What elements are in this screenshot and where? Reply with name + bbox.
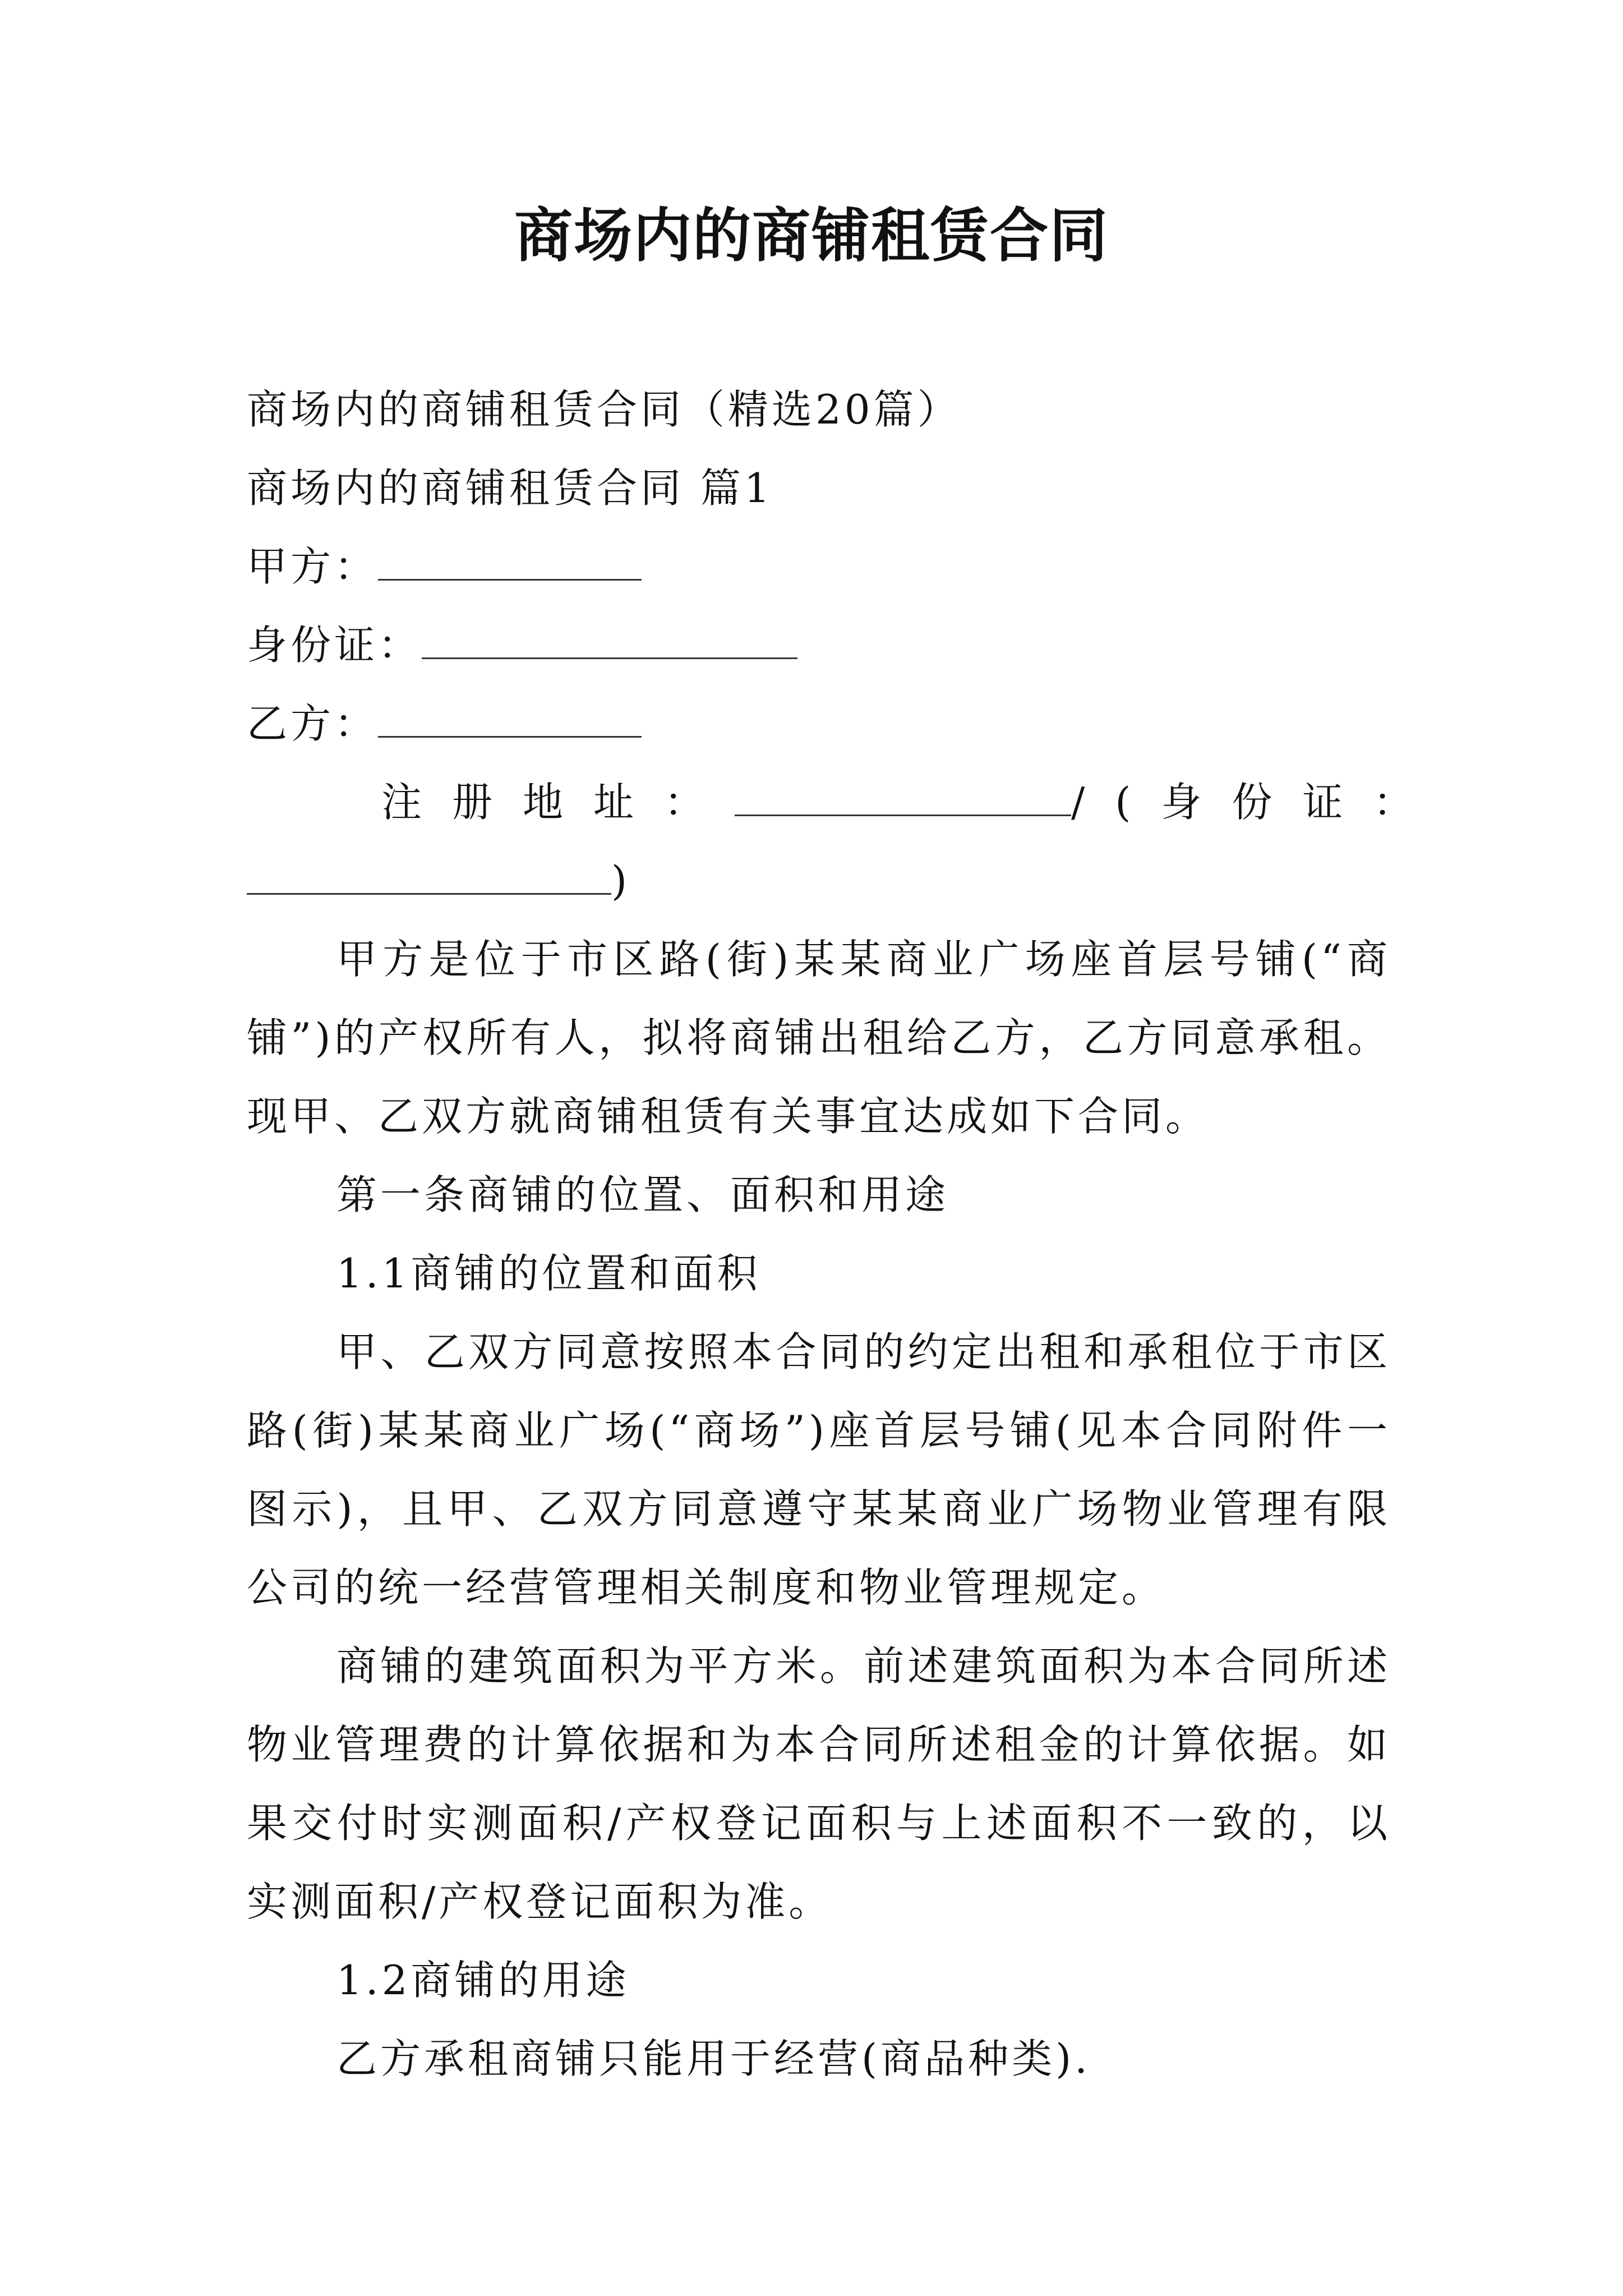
registered-address-line [247, 763, 1444, 841]
id-paren-close: ) [611, 857, 631, 904]
party-b-line [247, 684, 1391, 763]
party-a-label: 甲方： [247, 543, 379, 590]
paragraph-location: 甲、乙双方同意按照本合同的约定出租和承租位于市区路(街)某某商业广场(“商场”)座首层号铺(见本合同附件一图示)，且甲、乙双方同意遵守某某商业广场物业管理有限公司的统一经营管理相关制度和物业管理规定。 [247, 1328, 1391, 1611]
section-heading: 商场内的商铺租赁合同 篇1 [247, 464, 773, 512]
party-b-label: 乙方： [247, 700, 379, 747]
clause-1-1-heading: 1.1商铺的位置和面积 [336, 1250, 761, 1297]
registered-address-label: 注册地址： [381, 779, 735, 826]
party-b-blank [378, 693, 642, 738]
id-continuation-line [247, 841, 1391, 920]
party-a-line [247, 527, 1391, 606]
id-paren-open: /(身份证： [1071, 779, 1444, 826]
paragraph-use: 乙方承租商铺只能用于经营(商品种类). [336, 2035, 1091, 2082]
id-continuation-blank [247, 850, 611, 895]
paragraph-area: 商铺的建筑面积为平方米。前述建筑面积为本合同所述物业管理费的计算依据和为本合同所述租金的计算依据。如果交付时实测面积/产权登记面积与上述面积不一致的，以实测面积/产权登记面积为准。 [247, 1642, 1391, 1925]
id-line [247, 606, 1391, 684]
clause-1-2-heading: 1.2商铺的用途 [336, 1957, 630, 2004]
paragraph-intro: 甲方是位于市区路(街)某某商业广场座首层号铺(“商铺”)的产权所有人，拟将商铺出租给乙方，乙方同意承租。现甲、乙双方就商铺租赁有关事宜达成如下合同。 [247, 936, 1391, 1140]
article-1-heading: 第一条商铺的位置、面积和用途 [336, 1171, 949, 1218]
party-a-blank [378, 536, 642, 581]
id-label: 身份证： [247, 622, 422, 669]
registered-address-blank [735, 772, 1071, 816]
document-title: 商场内的商铺租赁合同 [514, 201, 1109, 270]
document-subtitle: 商场内的商铺租赁合同（精选20篇） [247, 386, 961, 433]
document-body [247, 370, 1444, 2098]
id-blank [422, 615, 797, 659]
